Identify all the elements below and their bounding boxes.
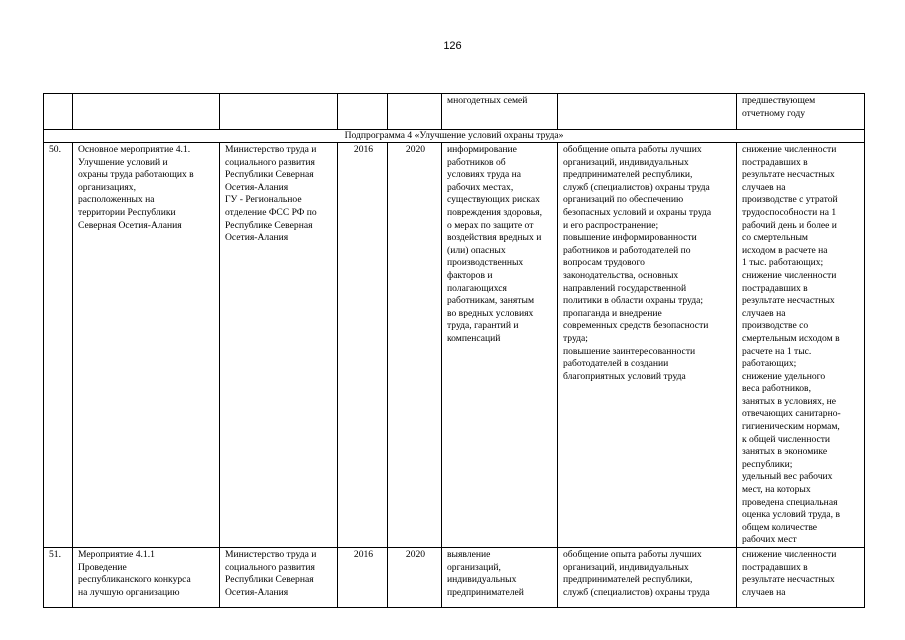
measure-name <box>73 143 220 548</box>
text-line: работникам, занятым <box>447 295 535 307</box>
text-line: смертельным исходом в <box>742 332 840 344</box>
text-line: вопросам трудового <box>563 257 645 269</box>
text-line: повышение информированности <box>563 232 697 244</box>
text-line: Проведение <box>78 561 127 573</box>
text-line: предпринимателей республики, <box>563 169 693 181</box>
text-line: рабочий день и более и <box>742 219 837 231</box>
page-number: 126 <box>443 40 462 52</box>
text-line: оценка условий труда, в <box>742 509 840 521</box>
text-line: случаев на <box>742 307 786 319</box>
start-year: 2016 <box>338 548 388 608</box>
text-line: политики в области охраны труда; <box>563 295 704 307</box>
indicators <box>737 143 865 548</box>
text-line: веса работников, <box>742 383 811 395</box>
text-line: служб (специалистов) охраны труда <box>563 586 710 598</box>
text-line: рабочих мест <box>742 534 797 546</box>
text-line: производстве с утратой <box>742 194 838 206</box>
indicators <box>737 548 865 608</box>
expected-result <box>558 143 737 548</box>
text-line: современных средств безопасности <box>563 320 709 332</box>
text-line: обобщение опыта работы лучших <box>563 549 702 560</box>
text-line: труда; <box>563 332 588 344</box>
executor <box>220 548 338 608</box>
text-line: Улучшение условий и <box>78 156 168 168</box>
text-line: снижение удельного <box>742 370 826 382</box>
text-line: результате несчастных <box>742 295 835 307</box>
text-line: гигиеническим нормам, <box>742 421 840 433</box>
expected-result <box>558 548 737 608</box>
measures-table <box>43 93 865 608</box>
text-line: Осетия-Алания <box>225 232 289 244</box>
text-line: предпринимателей республики, <box>563 574 693 586</box>
text-line: воздействия вредных и <box>447 232 542 244</box>
text-line: 1 тыс. работающих; <box>742 257 824 269</box>
text-line: работодателей в создании <box>563 358 669 370</box>
text-line: производстве со <box>742 320 809 332</box>
text-line: удельный вес рабочих <box>742 471 833 483</box>
text-line: Осетия-Алания <box>225 586 289 598</box>
text-line: работников и работодателей по <box>563 244 691 256</box>
text-line: мест, на которых <box>742 484 811 496</box>
text-line: социального развития <box>225 156 315 168</box>
text-line: условиях труда на <box>447 169 522 181</box>
text-line: повышение заинтересованности <box>563 345 696 357</box>
row-number: 51. <box>44 548 73 608</box>
text-line: занятых в условиях, не <box>742 395 837 407</box>
text-line: предпринимателей <box>447 586 524 598</box>
table-row <box>44 143 865 548</box>
text-line: Министерство труда и <box>225 144 317 155</box>
text-line: многодетных семей <box>447 95 528 106</box>
text-line: безопасных условий и охраны труда <box>563 206 712 218</box>
text-line: работающих; <box>742 358 797 370</box>
text-line: пропаганда и внедрение <box>563 307 662 319</box>
measure-name <box>73 548 220 608</box>
text-line: производственных <box>447 257 524 269</box>
text-line: повреждения здоровья, <box>447 206 542 218</box>
text-line: служб (специалистов) охраны труда <box>563 181 710 193</box>
text-line: Мероприятие 4.1.1 <box>78 549 155 560</box>
text-line: и его распространение; <box>563 219 659 231</box>
text-line: организаций по обеспечению <box>563 194 684 206</box>
text-line: отвечающих санитарно- <box>742 408 841 420</box>
table-row <box>44 548 865 608</box>
text-line: информирование <box>447 144 517 155</box>
text-line: результате несчастных <box>742 169 835 181</box>
cell-indicators <box>737 94 865 130</box>
text-line: со смертельным <box>742 232 808 244</box>
text-line: трудоспособности на 1 <box>742 206 837 218</box>
text-line: республики; <box>742 458 793 470</box>
text-line: случаев на <box>742 586 786 598</box>
text-line: выявление <box>447 549 491 560</box>
text-line: индивидуальных <box>447 574 517 586</box>
text-line: Северная Осетия-Алания <box>78 219 182 231</box>
text-line: законодательства, основных <box>563 269 679 281</box>
text-line: Республики Северная <box>225 169 314 181</box>
text-line: факторов и <box>447 269 493 281</box>
subprogram-title: Подпрограмма 4 «Улучшение условий охраны труда» <box>44 130 865 143</box>
text-line: отделение ФСС РФ по <box>225 206 317 218</box>
text-line: полагающихся <box>447 282 507 294</box>
text-line: социального развития <box>225 561 315 573</box>
text-line: компенсаций <box>447 332 501 344</box>
cell-consequences <box>442 94 558 130</box>
text-line: расчете на 1 тыс. <box>742 345 812 357</box>
text-line: общем количестве <box>742 521 818 533</box>
text-line: пострадавших в <box>742 561 808 573</box>
text-line: организаций, индивидуальных <box>563 156 689 168</box>
text-line: республиканского конкурса <box>78 574 191 586</box>
text-line: работников об <box>447 156 506 168</box>
text-line: результате несчастных <box>742 574 835 586</box>
subprogram-row <box>44 130 865 143</box>
text-line: существующих рисках <box>447 194 540 206</box>
text-line: предшествующем <box>742 95 816 106</box>
text-line: о мерах по защите от <box>447 219 534 231</box>
text-line: обобщение опыта работы лучших <box>563 144 702 155</box>
text-line: на лучшую организацию <box>78 586 180 598</box>
text-line: благоприятных условий труда <box>563 370 686 382</box>
text-line: пострадавших в <box>742 282 808 294</box>
text-line: снижение численности <box>742 549 837 560</box>
text-line: Осетия-Алания <box>225 181 289 193</box>
text-line: расположенных на <box>78 194 155 206</box>
end-year: 2020 <box>388 143 442 548</box>
text-line: отчетному году <box>742 107 806 119</box>
text-line: во вредных условиях <box>447 307 534 319</box>
text-line: Министерство труда и <box>225 549 317 560</box>
consequences <box>442 143 558 548</box>
end-year: 2020 <box>388 548 442 608</box>
text-line: труда, гарантий и <box>447 320 519 332</box>
text-line: случаев на <box>742 181 786 193</box>
text-line: направлений государственной <box>563 282 687 294</box>
text-line: (или) опасных <box>447 244 506 256</box>
text-line: исходом в расчете на <box>742 244 828 256</box>
row-number: 50. <box>44 143 73 548</box>
text-line: рабочих местах, <box>447 181 514 193</box>
text-line: Республике Северная <box>225 219 313 231</box>
text-line: организациях, <box>78 181 136 193</box>
text-line: занятых в экономике <box>742 446 828 458</box>
text-line: территории Республики <box>78 206 176 218</box>
text-line: снижение численности <box>742 144 837 155</box>
text-line: организаций, <box>447 561 501 573</box>
text-line: ГУ - Региональное <box>225 194 302 206</box>
continued-row <box>44 94 865 130</box>
text-line: охраны труда работающих в <box>78 169 194 181</box>
text-line: Республики Северная <box>225 574 314 586</box>
consequences <box>442 548 558 608</box>
text-line: снижение численности <box>742 269 837 281</box>
text-line: Основное мероприятие 4.1. <box>78 144 191 155</box>
text-line: организаций, индивидуальных <box>563 561 689 573</box>
text-line: пострадавших в <box>742 156 808 168</box>
text-line: к общей численности <box>742 433 831 445</box>
start-year: 2016 <box>338 143 388 548</box>
executor <box>220 143 338 548</box>
text-line: проведена специальная <box>742 496 838 508</box>
